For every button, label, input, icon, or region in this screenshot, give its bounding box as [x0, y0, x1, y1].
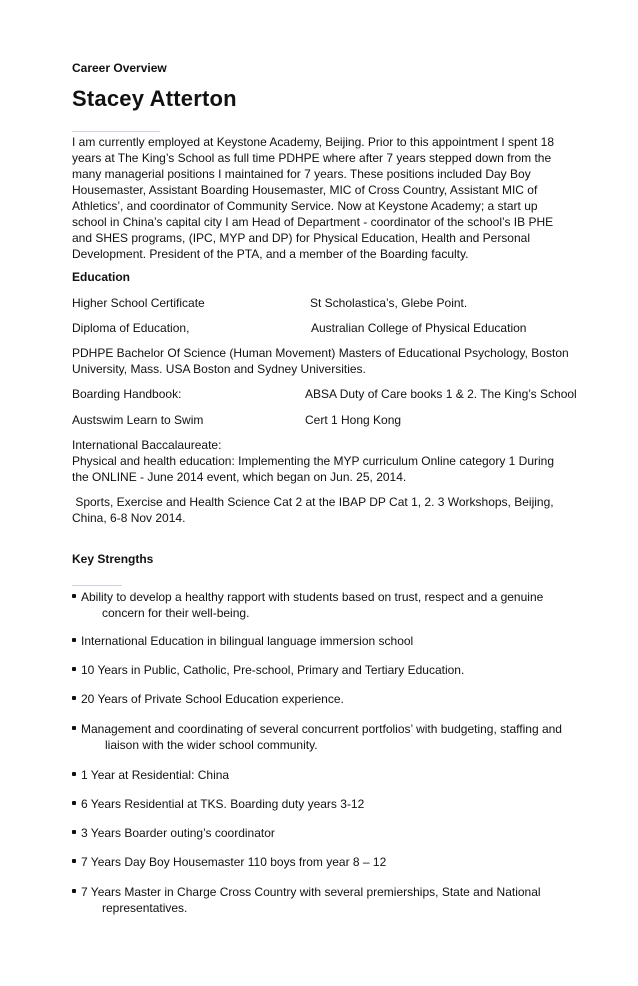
paragraph-line: Development. President of the PTA, and a member of the Boarding faculty. [72, 247, 469, 261]
education-ib [72, 437, 558, 485]
strength-text: 3 Years Boarder outing’s coordinator [81, 826, 275, 840]
education-hsc-institution: St Scholastica’s, Glebe Point. [310, 296, 468, 310]
bullet-icon [72, 889, 76, 893]
strength-item [72, 884, 541, 916]
strength-item [72, 662, 464, 678]
paragraph-line: Sports, Exercise and Health Science Cat 2 at the IBAP DP Cat 1, 2. 3 Workshops, Beijing, [72, 495, 554, 509]
education-shes [72, 494, 558, 526]
paragraph-line: Athletics’, and coordinator of Community Service. Now at Keystone Academy; a start up [72, 199, 538, 213]
education-boarding-detail: ABSA Duty of Care books 1 & 2. The King’s School [305, 387, 577, 401]
education-diploma-label: Diploma of Education, [72, 321, 190, 335]
strength-item [72, 721, 562, 753]
strength-text: 1 Year at Residential: China [81, 768, 230, 782]
bullet-icon [72, 859, 76, 863]
strength-text: 10 Years in Public, Catholic, Pre-school, Primary and Tertiary Education. [81, 663, 465, 677]
bullet-icon [72, 594, 76, 598]
education-diploma-institution: Australian College of Physical Education [311, 321, 527, 335]
paragraph-line: University, Mass. USA Boston and Sydney Universities. [72, 362, 366, 376]
bullet-icon [72, 667, 76, 671]
strength-item [72, 589, 543, 621]
strength-item [72, 633, 413, 649]
education-boarding-label: Boarding Handbook: [72, 387, 182, 401]
strengths-underline-divider [72, 585, 122, 586]
bullet-icon [72, 830, 76, 834]
strength-text: 7 Years Day Boy Housemaster 110 boys from year 8 – 12 [81, 855, 387, 869]
title-underline-divider [72, 131, 160, 132]
strength-item [72, 767, 229, 783]
education-heading: Education [72, 270, 131, 284]
career-overview-paragraph [72, 134, 558, 262]
strength-text: Management and coordinating of several concurrent portfolios’ with budgeting, staffing and [81, 722, 562, 736]
key-strengths-heading: Key Strengths [72, 552, 154, 566]
paragraph-line: PDHPE Bachelor Of Science (Human Movement) Masters of Educational Psychology, Boston [72, 346, 569, 360]
paragraph-line: Physical and health education: Implementing the MYP curriculum Online category 1 During [72, 454, 555, 468]
strength-item [72, 796, 364, 812]
education-austswim-detail: Cert 1 Hong Kong [305, 413, 402, 427]
section-label-career-overview: Career Overview [72, 61, 167, 75]
bullet-icon [72, 801, 76, 805]
paragraph-line: I am currently employed at Keystone Academy, Beijing. Prior to this appointment I spent 18 [72, 135, 555, 149]
paragraph-line: the ONLINE - June 2014 event, which began on Jun. 25, 2014. [72, 470, 407, 484]
paragraph-line: school in China’s capital city I am Head of Department - coordinator of the school’s IB PHE [72, 215, 554, 229]
strength-text: 7 Years Master in Charge Cross Country with several premierships, State and National [81, 885, 541, 899]
strength-text: liaison with the wider school community. [105, 738, 318, 752]
strength-item [72, 691, 344, 707]
strength-text: Ability to develop a healthy rapport with students based on trust, respect and a genuine [81, 590, 544, 604]
paragraph-line: many managerial positions I maintained for 7 years. These positions included Day Boy [72, 167, 531, 181]
strength-item [72, 825, 275, 841]
strength-text: 6 Years Residential at TKS. Boarding duty years 3-12 [81, 797, 365, 811]
strength-item [72, 854, 386, 870]
education-hsc-label: Higher School Certificate [72, 296, 205, 310]
education-austswim-label: Austswim Learn to Swim [72, 413, 204, 427]
bullet-icon [72, 772, 76, 776]
strength-text: 20 Years of Private School Education experience. [81, 692, 344, 706]
strength-text: representatives. [102, 901, 188, 915]
strength-text: International Education in bilingual language immersion school [81, 634, 414, 648]
bullet-icon [72, 638, 76, 642]
education-degree [72, 345, 569, 377]
bullet-icon [72, 696, 76, 700]
paragraph-line: and SHES programs, (IPC, MYP and DP) for Physical Education, Health and Personal [72, 231, 530, 245]
paragraph-line: International Baccalaureate: [72, 438, 222, 452]
strength-text: concern for their well-being. [102, 606, 250, 620]
bullet-icon [72, 726, 76, 730]
paragraph-line: Housemaster, Assistant Boarding Housemaster, MIC of Cross Country, Assistant MIC of [72, 183, 538, 197]
paragraph-line: years at The King’s School as full time PDHPE where after 7 years stepped down from the [72, 151, 552, 165]
paragraph-line: China, 6-8 Nov 2014. [72, 511, 186, 525]
candidate-name: Stacey Atterton [72, 86, 237, 111]
